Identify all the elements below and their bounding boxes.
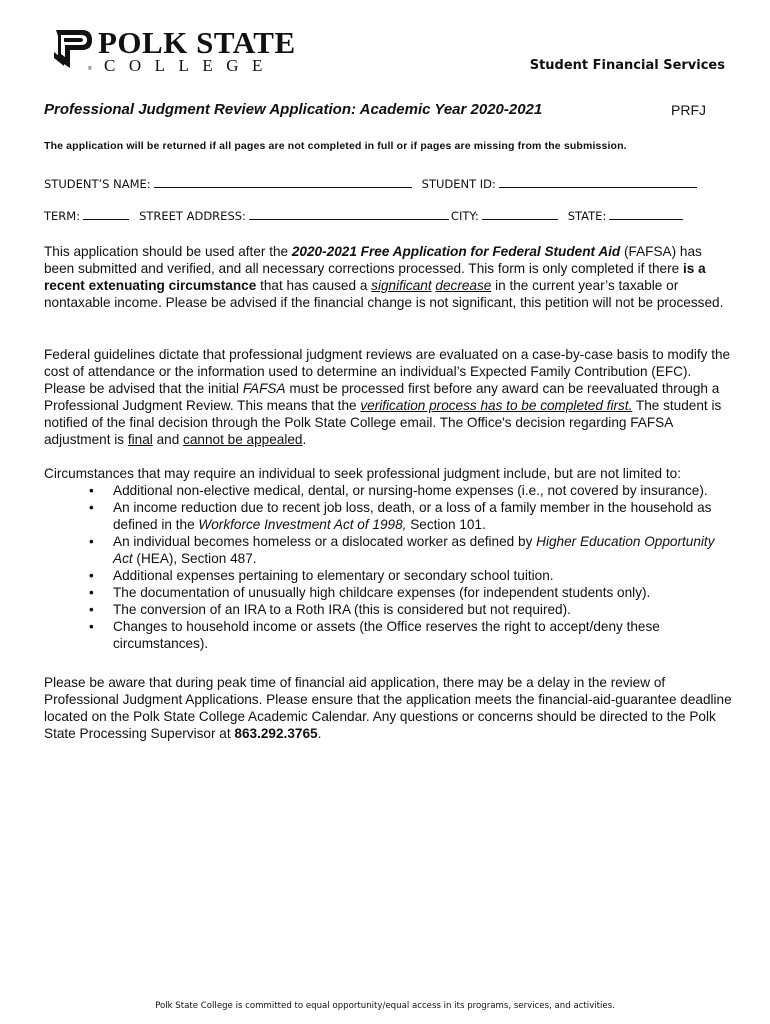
intro-p2-text-3: The student is notified of the final decision through the Polk State College email. The Office's decision regarding FAFSA adjustment is [44, 398, 722, 447]
intro-p1-text-4: in the current year’s taxable or nontaxable income. Please be advised if the financial change is not significant, this petition will not be processed. [44, 278, 724, 310]
state-label: STATE: [567, 209, 607, 223]
logo-name: POLK STATE [98, 25, 296, 60]
circumstances-lead: Circumstances that may require an individual to seek professional judgment include, but are not limited to: [44, 466, 681, 481]
emphasis-decrease: decrease [435, 278, 492, 293]
street-address-field[interactable] [249, 208, 449, 220]
intro-p1-text-2: (FAFSA) has been submitted and verified, and all necessary corrections processed. This form is only completed if there [44, 244, 702, 276]
phone-number: 863.292.3765 [234, 726, 318, 741]
department-name: Student Financial Services [529, 58, 725, 73]
spacer: and [152, 432, 184, 447]
list-item-text-end: Section 101. [406, 517, 486, 532]
verification-note: verification process has to be completed first. [360, 398, 633, 413]
city-label: CITY: [450, 209, 479, 223]
logo-subtitle: COLLEGE [104, 56, 276, 75]
list-item-text: An income reduction due to recent job loss, death, or a loss of a family member in the household as defined in the [113, 500, 712, 532]
field-row-name-id [44, 176, 707, 191]
period: . [317, 726, 322, 741]
list-item [44, 584, 734, 601]
circumstances-section [44, 465, 734, 652]
list-item-text: Changes to household income or assets (the Office reserves the right to accept/deny these circumstances). [113, 619, 660, 651]
list-item [44, 618, 734, 652]
form-title: Professional Judgment Review Application: Academic Year 2020-2021 [44, 101, 543, 118]
bullet-icon: • [89, 483, 94, 498]
submission-warning: The application will be returned if all pages are not completed in full or if pages are missing from the submission. [44, 140, 627, 152]
list-item [44, 533, 734, 567]
list-item [44, 482, 734, 499]
list-item-emphasis: Workforce Investment Act of 1998, [198, 517, 407, 532]
intro-paragraph-2 [44, 346, 734, 448]
intro-paragraph-1 [44, 243, 734, 311]
period: . [302, 432, 307, 447]
bullet-icon: • [89, 568, 94, 583]
list-item-text: The conversion of an IRA to a Roth IRA (this is considered but not required). [113, 602, 571, 617]
list-item-emphasis: Higher Education Opportunity Act [113, 534, 715, 566]
bullet-icon: • [89, 534, 94, 549]
intro-p2-text-2: must be processed first before any award can be reevaluated through a Professional Judgment Review. This means that the [44, 381, 720, 413]
logo-trademark: ® [88, 66, 92, 72]
student-name-label: STUDENT’S NAME: [44, 177, 151, 191]
footer-statement: Polk State College is committed to equal opportunity/equal access in its programs, services, and activities. [155, 1001, 615, 1011]
college-logo [52, 26, 342, 78]
street-address-label: STREET ADDRESS: [139, 209, 246, 223]
bullet-icon: • [89, 500, 94, 515]
list-item-text-end: (HEA), Section 487. [132, 551, 257, 566]
student-id-label: STUDENT ID: [421, 177, 496, 191]
circumstances-list [44, 482, 734, 652]
bullet-icon: • [89, 585, 94, 600]
bullet-icon: • [89, 619, 94, 634]
list-item-text: Additional expenses pertaining to elementary or secondary school tuition. [113, 568, 554, 583]
intro-p1-text-3: that has caused a [256, 278, 372, 293]
list-item [44, 601, 734, 618]
emphasis-final: final [127, 432, 153, 447]
intro-p2-text: Federal guidelines dictate that professional judgment reviews are evaluated on a case-by-case basis to modify the cost of attendance or the information used to determine an individual’s Expected Family Contribution (EFC). Please be advised that the initial [44, 347, 731, 396]
form-code: PRFJ [671, 102, 706, 118]
term-field[interactable] [83, 208, 129, 220]
fafsa-abbrev: FAFSA [242, 381, 286, 396]
state-field[interactable] [609, 208, 683, 220]
extenuating-circumstance: is a recent extenuating circumstance [44, 261, 706, 293]
student-id-field[interactable] [499, 176, 697, 188]
fafsa-name: 2020-2021 Free Application for Federal Student Aid [291, 244, 621, 259]
field-row-address [44, 208, 683, 223]
list-item-text: An individual becomes homeless or a dislocated worker as defined by [113, 534, 537, 549]
closing-text: Please be aware that during peak time of financial aid application, there may be a delay in the review of Professional Judgment Applications. Please ensure that the application meets the financial-aid-guarantee deadline located on the Polk State College Academic Calendar. Any questions or concerns should be directed to the Polk State Processing Supervisor at [44, 675, 732, 741]
city-field[interactable] [482, 208, 558, 220]
list-item [44, 567, 734, 584]
closing-paragraph [44, 674, 734, 742]
intro-p1-text: This application should be used after the [44, 244, 292, 259]
term-label: TERM: [44, 209, 81, 223]
list-item-text: The documentation of unusually high childcare expenses (for independent students only). [113, 585, 651, 600]
bullet-icon: • [89, 602, 94, 617]
emphasis-significant: significant [371, 278, 432, 293]
list-item [44, 499, 734, 533]
student-name-field[interactable] [154, 176, 412, 188]
list-item-text: Additional non-elective medical, dental, or nursing-home expenses (i.e., not covered by insurance). [113, 483, 708, 498]
emphasis-cannot-be-appealed: cannot be appealed [183, 432, 303, 447]
